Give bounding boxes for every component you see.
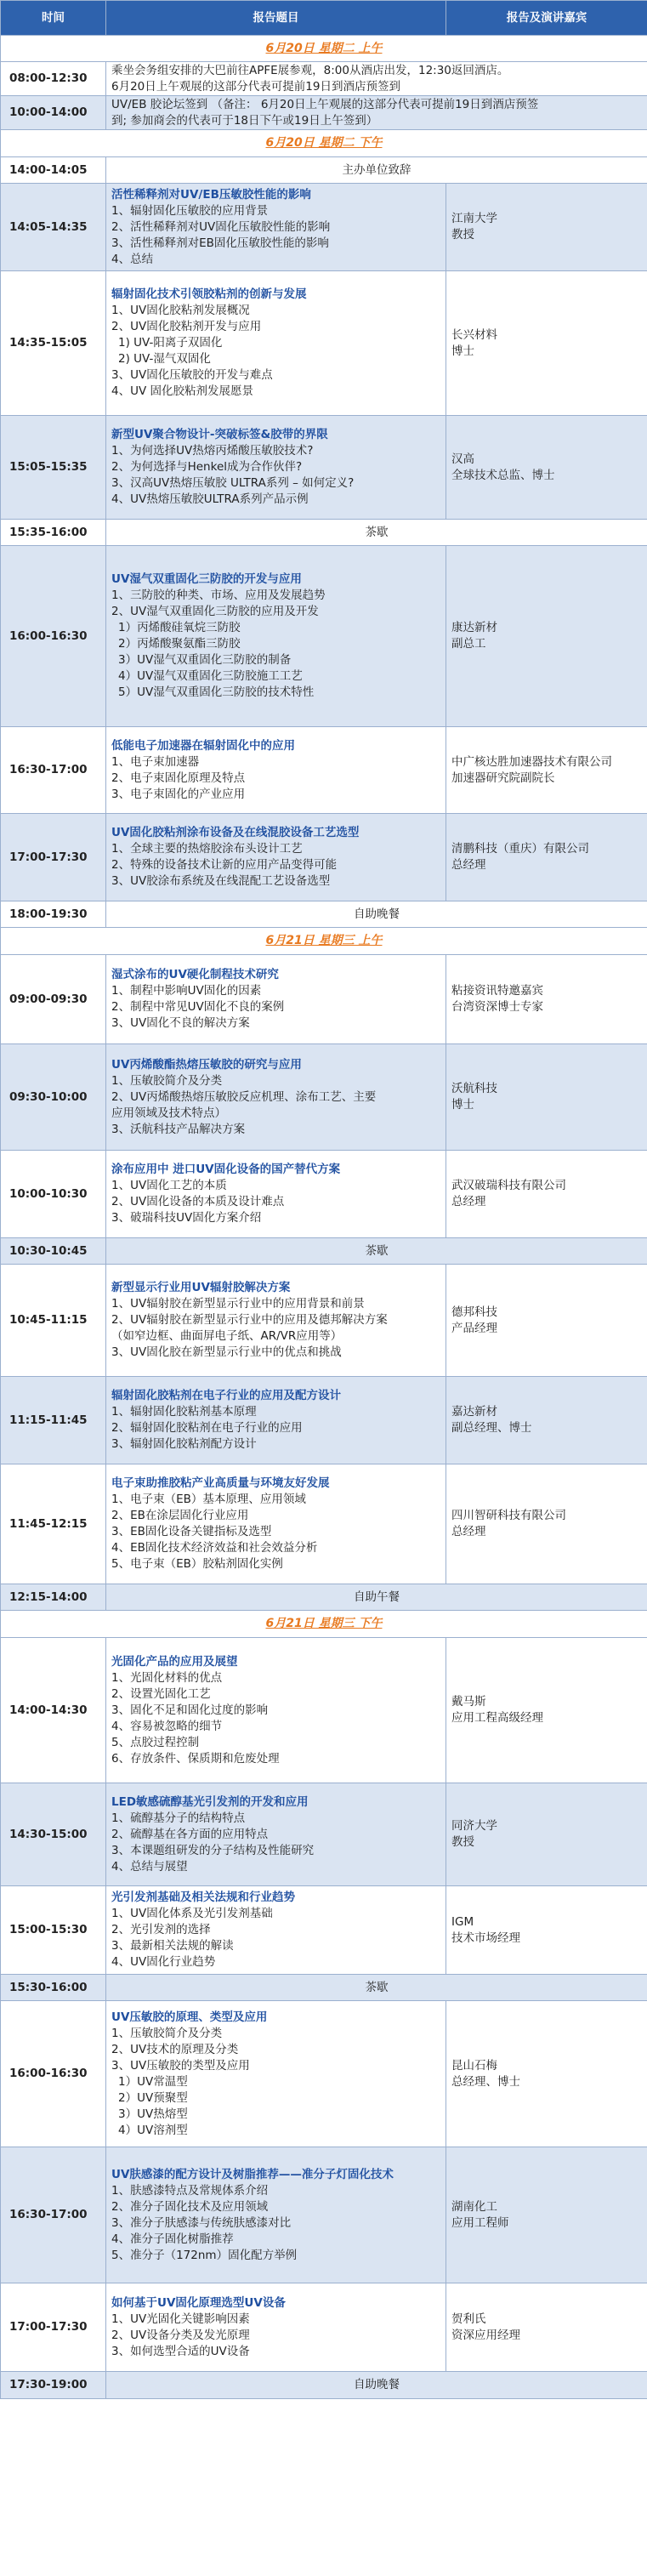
time-cell: 15:05-15:35 bbox=[1, 416, 106, 520]
talk-row bbox=[1, 1638, 647, 1783]
talk-title: UV肤感漆的配方设计及树脂推荐——准分子灯固化技术 bbox=[111, 2167, 394, 2181]
note-line: 乘坐会务组安排的大巴前往APFE展参观，8:00从酒店出发，12:30返回酒店。 bbox=[111, 63, 509, 77]
time-cell: 11:15-11:45 bbox=[1, 1377, 106, 1464]
outline-item: 1、压敏胶简介及分类 bbox=[111, 1073, 223, 1088]
speaker-cell bbox=[446, 1783, 647, 1886]
topic-cell bbox=[106, 2001, 446, 2147]
outline-item: 2）UV预聚型 bbox=[118, 2090, 188, 2105]
talk-row bbox=[1, 1044, 647, 1151]
outline-item: 1、制程中影响UV固化的因素 bbox=[111, 984, 262, 998]
speaker-cell bbox=[446, 2001, 647, 2147]
day-row bbox=[1, 36, 647, 62]
time-cell: 10:45-11:15 bbox=[1, 1265, 106, 1377]
note-cell bbox=[106, 62, 647, 96]
outline-item: 2、硫醇基在各方面的应用特点 bbox=[111, 1827, 269, 1841]
session-label: 茶歇 bbox=[106, 520, 647, 546]
topic-cell bbox=[106, 2283, 446, 2372]
speaker-line: 同济大学 bbox=[451, 1819, 497, 1833]
talk-title: LED敏感硫醇基光引发剂的开发和应用 bbox=[111, 1794, 309, 1809]
speaker-line: 台湾资深博士专家 bbox=[451, 1000, 543, 1014]
speaker-line: 湖南化工 bbox=[451, 2199, 497, 2214]
outline-item: 1、三防胶的种类、市场、应用及发展趋势 bbox=[111, 589, 326, 602]
talk-title: UV丙烯酸酯热熔压敏胶的研究与应用 bbox=[111, 1057, 302, 1072]
speaker-line: 长兴材料 bbox=[451, 327, 497, 342]
talk-title: UV压敏胶的原理、类型及应用 bbox=[111, 2010, 268, 2024]
speaker-cell bbox=[446, 1464, 647, 1584]
outline-item: 2、电子束固化原理及特点 bbox=[111, 771, 246, 785]
agenda-row bbox=[1, 157, 647, 184]
speaker-line: 贺利氏 bbox=[451, 2312, 486, 2326]
speaker-line: 总经理 bbox=[451, 1525, 486, 1538]
talk-title: 光固化产品的应用及展望 bbox=[111, 1654, 238, 1669]
session-label: 自助午餐 bbox=[106, 1584, 647, 1611]
speaker-cell bbox=[446, 184, 647, 271]
time-cell: 16:30-17:00 bbox=[1, 2147, 106, 2283]
speaker-line: 戴马斯 bbox=[451, 1695, 486, 1709]
time-cell: 14:05-14:35 bbox=[1, 184, 106, 271]
talk-row bbox=[1, 727, 647, 814]
speaker-line: 技术市场经理 bbox=[451, 1931, 520, 1945]
talk-title: 光引发剂基础及相关法规和行业趋势 bbox=[111, 1891, 295, 1904]
speaker-line: 武汉破瑞科技有限公司 bbox=[451, 1179, 566, 1192]
outline-item: 3、固化不足和固化过度的影响 bbox=[111, 1703, 269, 1717]
outline-item: 5、准分子（172nm）固化配方举例 bbox=[111, 2248, 298, 2262]
agenda-row bbox=[1, 1975, 647, 2001]
speaker-cell bbox=[446, 271, 647, 416]
outline-item: 4、准分子固化树脂推荐 bbox=[111, 2232, 234, 2246]
speaker-line: 中广核达胜加速器技术有限公司 bbox=[451, 754, 612, 769]
speaker-line: 加速器研究院副院长 bbox=[451, 771, 555, 785]
talk-title: 低能电子加速器在辐射固化中的应用 bbox=[111, 738, 295, 753]
outline-item: 5、点胶过程控制 bbox=[111, 1735, 200, 1749]
outline-item: 5）UV湿气双重固化三防胶的技术特性 bbox=[118, 685, 315, 699]
talk-row bbox=[1, 1151, 647, 1238]
outline-item: 4、容易被忽略的细节 bbox=[111, 1719, 223, 1733]
speaker-cell bbox=[446, 1377, 647, 1464]
talk-title: UV固化胶粘剂涂布设备及在线混胶设备工艺选型 bbox=[111, 826, 360, 839]
topic-cell bbox=[106, 1265, 446, 1377]
speaker-cell bbox=[446, 814, 647, 901]
talk-row bbox=[1, 2147, 647, 2283]
topic-cell bbox=[106, 1886, 446, 1975]
talk-row bbox=[1, 416, 647, 520]
talk-row bbox=[1, 1886, 647, 1975]
speaker-line: 汉高 bbox=[451, 452, 474, 466]
talk-row bbox=[1, 184, 647, 271]
speaker-cell bbox=[446, 1886, 647, 1975]
outline-item: 1、UV辐射胶在新型显示行业中的应用背景和前景 bbox=[111, 1297, 365, 1311]
talk-row bbox=[1, 271, 647, 416]
topic-cell bbox=[106, 546, 446, 727]
topic-cell bbox=[106, 1464, 446, 1584]
time-cell: 16:00-16:30 bbox=[1, 546, 106, 727]
outline-item: 2、UV固化设备的本质及设计难点 bbox=[111, 1195, 285, 1208]
speaker-line: 四川智研科技有限公司 bbox=[451, 1509, 566, 1522]
time-cell: 18:00-19:30 bbox=[1, 901, 106, 928]
day-label: 6月21日 星期三 上午 bbox=[1, 928, 647, 955]
outline-item: 1、辐射固化压敏胶的应用背景 bbox=[111, 203, 269, 218]
speaker-line: 博士 bbox=[451, 344, 474, 358]
talk-row bbox=[1, 2283, 647, 2372]
speaker-line: 副总工 bbox=[451, 637, 486, 651]
outline-item: （如窄边框、曲面屏电子纸、AR/VR应用等） bbox=[111, 1329, 343, 1343]
outline-item: 4、UV热熔压敏胶ULTRA系列产品示例 bbox=[111, 492, 309, 506]
note-line: 6月20日上午观展的这部分代表可提前19日到酒店预签到 bbox=[111, 79, 400, 94]
time-cell: 09:00-09:30 bbox=[1, 955, 106, 1044]
agenda-row bbox=[1, 901, 647, 928]
topic-cell bbox=[106, 416, 446, 520]
outline-item: 3、活性稀释剂对EB固化压敏胶性能的影响 bbox=[111, 236, 329, 250]
day-label: 6月20日 星期二 上午 bbox=[1, 36, 647, 62]
outline-item: 1、为何选择UV热熔丙烯酸压敏胶技术? bbox=[111, 444, 314, 458]
speaker-line: 博士 bbox=[451, 1098, 474, 1112]
outline-item: 1、UV固化体系及光引发剂基础 bbox=[111, 1907, 273, 1920]
time-cell: 09:30-10:00 bbox=[1, 1044, 106, 1151]
time-cell: 08:00-12:30 bbox=[1, 62, 106, 96]
time-cell: 14:35-15:05 bbox=[1, 271, 106, 416]
topic-cell bbox=[106, 271, 446, 416]
outline-item: 3、如何选型合适的UV设备 bbox=[111, 2344, 250, 2358]
outline-item: 5、电子束（EB）胶粘剂固化实例 bbox=[111, 1557, 283, 1571]
session-label: 主办单位致辞 bbox=[106, 157, 647, 184]
speaker-line: 产品经理 bbox=[451, 1321, 497, 1335]
outline-item: 2）丙烯酸聚氨酯三防胶 bbox=[118, 637, 241, 651]
topic-cell bbox=[106, 184, 446, 271]
header-time: 时间 bbox=[1, 1, 106, 36]
time-cell: 16:30-17:00 bbox=[1, 727, 106, 814]
note-cell bbox=[106, 96, 647, 130]
talk-title: 新型UV聚合物设计-突破标签&胶带的界限 bbox=[111, 428, 328, 441]
time-cell: 14:00-14:30 bbox=[1, 1638, 106, 1783]
day-row bbox=[1, 1611, 647, 1638]
agenda-row bbox=[1, 520, 647, 546]
outline-item: 1、电子束加速器 bbox=[111, 754, 200, 769]
talk-row bbox=[1, 1783, 647, 1886]
outline-item: 3、UV胶涂布系统及在线混配工艺设备选型 bbox=[111, 874, 331, 888]
outline-item: 3、UV固化胶在新型显示行业中的优点和挑战 bbox=[111, 1345, 342, 1359]
day-label: 6月21日 星期三 下午 bbox=[1, 1611, 647, 1638]
talk-row bbox=[1, 1265, 647, 1377]
speaker-cell bbox=[446, 2147, 647, 2283]
talk-row bbox=[1, 814, 647, 901]
outline-item: 3、UV固化压敏胶的开发与难点 bbox=[111, 368, 273, 382]
speaker-cell bbox=[446, 2283, 647, 2372]
speaker-cell bbox=[446, 546, 647, 727]
agenda-row bbox=[1, 96, 647, 130]
agenda-row bbox=[1, 1238, 647, 1265]
outline-item: 2、EB在涂层固化行业应用 bbox=[111, 1509, 249, 1522]
speaker-line: 全球技术总监、博士 bbox=[451, 468, 555, 482]
outline-item: 1、电子束（EB）基本原理、应用领域 bbox=[111, 1493, 306, 1506]
outline-item: 3、EB固化设备关键指标及选型 bbox=[111, 1525, 272, 1538]
speaker-line: 应用工程高级经理 bbox=[451, 1711, 543, 1725]
outline-item: 1、UV固化工艺的本质 bbox=[111, 1179, 227, 1192]
outline-item: 2、UV辐射胶在新型显示行业中的应用及德邦解决方案 bbox=[111, 1313, 388, 1327]
outline-item: 2、UV设备分类及发光原理 bbox=[111, 2328, 250, 2342]
speaker-cell bbox=[446, 1151, 647, 1238]
time-cell: 17:00-17:30 bbox=[1, 2283, 106, 2372]
speaker-cell bbox=[446, 1044, 647, 1151]
outline-item: 2、设置光固化工艺 bbox=[111, 1686, 211, 1701]
talk-title: UV湿气双重固化三防胶的开发与应用 bbox=[111, 572, 302, 586]
speaker-line: 嘉达新材 bbox=[451, 1405, 497, 1419]
outline-item: 应用领域及技术特点） bbox=[111, 1106, 226, 1120]
speaker-cell bbox=[446, 727, 647, 814]
day-label: 6月20日 星期二 下午 bbox=[1, 130, 647, 157]
outline-item: 1、UV光固化关键影响因素 bbox=[111, 2312, 250, 2326]
note-line: 到; 参加商会的代表可于18日下午或19日上午签到） bbox=[111, 113, 378, 128]
time-cell: 14:00-14:05 bbox=[1, 157, 106, 184]
time-cell: 15:00-15:30 bbox=[1, 1886, 106, 1975]
outline-item: 2、UV湿气双重固化三防胶的应用及开发 bbox=[111, 605, 319, 618]
outline-item: 2、制程中常见UV固化不良的案例 bbox=[111, 1000, 285, 1014]
header-row bbox=[1, 1, 647, 36]
outline-item: 1、辐射固化胶粘剂基本原理 bbox=[111, 1405, 257, 1419]
talk-title: 如何基于UV固化原理选型UV设备 bbox=[111, 2295, 286, 2310]
time-cell: 10:00-14:00 bbox=[1, 96, 106, 130]
speaker-line: 粘接资讯特邀嘉宾 bbox=[451, 984, 543, 998]
talk-row bbox=[1, 2001, 647, 2147]
outline-item: 1、光固化材料的优点 bbox=[111, 1670, 223, 1685]
outline-item: 4、总结 bbox=[111, 252, 154, 266]
day-row bbox=[1, 130, 647, 157]
session-label: 自助晚餐 bbox=[106, 901, 647, 928]
outline-item: 2、UV固化胶粘剂开发与应用 bbox=[111, 320, 262, 333]
talk-title: 涂布应用中 进口UV固化设备的国产替代方案 bbox=[111, 1163, 341, 1176]
outline-item: 3）UV湿气双重固化三防胶的制备 bbox=[118, 653, 292, 667]
speaker-line: 应用工程师 bbox=[451, 2215, 509, 2230]
outline-item: 4、UV 固化胶粘剂发展愿景 bbox=[111, 384, 253, 398]
speaker-cell bbox=[446, 1638, 647, 1783]
speaker-line: 教授 bbox=[451, 228, 474, 242]
topic-cell bbox=[106, 2147, 446, 2283]
outline-item: 2、为何选择与Henkel成为合作伙伴? bbox=[111, 460, 303, 474]
outline-item: 1）UV常温型 bbox=[118, 2074, 188, 2089]
speaker-cell bbox=[446, 955, 647, 1044]
time-cell: 11:45-12:15 bbox=[1, 1464, 106, 1584]
outline-item: 3、沃航科技产品解决方案 bbox=[111, 1122, 246, 1136]
talk-row bbox=[1, 955, 647, 1044]
talk-row bbox=[1, 546, 647, 727]
outline-item: 2、UV丙烯酸热熔压敏胶反应机理、涂布工艺、主要 bbox=[111, 1089, 377, 1104]
outline-item: 4、总结与展望 bbox=[111, 1859, 188, 1874]
outline-item: 4）UV湿气双重固化三防胶施工工艺 bbox=[118, 669, 303, 683]
speaker-line: 总经理 bbox=[451, 858, 486, 872]
time-cell: 17:30-19:00 bbox=[1, 2372, 106, 2399]
outline-item: 3、准分子肤感漆与传统肤感漆对比 bbox=[111, 2215, 292, 2230]
speaker-line: 教授 bbox=[451, 1835, 474, 1849]
talk-title: 电子束助推胶粘产业高质量与环境友好发展 bbox=[111, 1476, 330, 1490]
speaker-line: 总经理 bbox=[451, 1195, 486, 1208]
topic-cell bbox=[106, 727, 446, 814]
session-label: 茶歇 bbox=[106, 1238, 647, 1265]
time-cell: 16:00-16:30 bbox=[1, 2001, 106, 2147]
outline-item: 3、UV固化不良的解决方案 bbox=[111, 1016, 250, 1030]
outline-item: 3、本课题组研发的分子结构及性能研究 bbox=[111, 1843, 315, 1857]
time-cell: 10:30-10:45 bbox=[1, 1238, 106, 1265]
outline-item: 2、准分子固化技术及应用领域 bbox=[111, 2199, 269, 2214]
topic-cell bbox=[106, 1377, 446, 1464]
time-cell: 17:00-17:30 bbox=[1, 814, 106, 901]
agenda-row bbox=[1, 62, 647, 96]
talk-row bbox=[1, 1464, 647, 1584]
speaker-line: 昆山石梅 bbox=[451, 2058, 497, 2073]
speaker-line: 德邦科技 bbox=[451, 1305, 497, 1319]
topic-cell bbox=[106, 1638, 446, 1783]
outline-item: 2、光引发剂的选择 bbox=[111, 1923, 211, 1936]
speaker-line: 沃航科技 bbox=[451, 1082, 497, 1095]
outline-item: 2、辐射固化胶粘剂在电子行业的应用 bbox=[111, 1421, 303, 1435]
outline-item: 2) UV-湿气双固化 bbox=[118, 352, 211, 366]
speaker-line: IGM bbox=[451, 1914, 474, 1929]
topic-cell bbox=[106, 1044, 446, 1151]
outline-item: 3、最新相关法规的解读 bbox=[111, 1939, 234, 1953]
outline-item: 3、破瑞科技UV固化方案介绍 bbox=[111, 1211, 262, 1225]
topic-cell bbox=[106, 955, 446, 1044]
speaker-cell bbox=[446, 1265, 647, 1377]
outline-item: 3）UV热熔型 bbox=[118, 2107, 188, 2121]
agenda-body bbox=[1, 36, 647, 2399]
header-speaker: 报告及演讲嘉宾 bbox=[446, 1, 647, 36]
outline-item: 2、活性稀释剂对UV固化压敏胶性能的影响 bbox=[111, 219, 331, 234]
speaker-line: 资深应用经理 bbox=[451, 2328, 520, 2342]
topic-cell bbox=[106, 814, 446, 901]
header-topic: 报告题目 bbox=[106, 1, 446, 36]
outline-item: 3、汉高UV热熔压敏胶 ULTRA系列 – 如何定义? bbox=[111, 476, 355, 490]
speaker-cell bbox=[446, 416, 647, 520]
outline-item: 3、辐射固化胶粘剂配方设计 bbox=[111, 1437, 257, 1451]
outline-item: 1）丙烯酸硅氧烷三防胶 bbox=[118, 621, 241, 634]
outline-item: 2、特殊的设备技术让新的应用产品变得可能 bbox=[111, 858, 338, 872]
outline-item: 1、UV固化胶粘剂发展概况 bbox=[111, 304, 250, 317]
outline-item: 1、肤感漆特点及常规体系介绍 bbox=[111, 2183, 269, 2198]
time-cell: 14:30-15:00 bbox=[1, 1783, 106, 1886]
outline-item: 4）UV溶剂型 bbox=[118, 2123, 188, 2137]
session-label: 茶歇 bbox=[106, 1975, 647, 2001]
outline-item: 1) UV-阳离子双固化 bbox=[118, 336, 223, 350]
outline-item: 3、电子束固化的产业应用 bbox=[111, 787, 246, 801]
talk-title: 辐射固化胶粘剂在电子行业的应用及配方设计 bbox=[111, 1389, 341, 1402]
speaker-line: 江南大学 bbox=[451, 212, 497, 225]
talk-title: 新型显示行业用UV辐射胶解决方案 bbox=[111, 1281, 291, 1294]
speaker-line: 副总经理、博士 bbox=[451, 1421, 532, 1435]
session-label: 自助晚餐 bbox=[106, 2372, 647, 2399]
time-cell: 10:00-10:30 bbox=[1, 1151, 106, 1238]
outline-item: 2、UV技术的原理及分类 bbox=[111, 2042, 239, 2056]
outline-item: 3、UV压敏胶的类型及应用 bbox=[111, 2058, 250, 2073]
speaker-line: 康达新材 bbox=[451, 621, 497, 634]
talk-title: 湿式涂布的UV硬化制程技术研究 bbox=[111, 968, 279, 981]
note-line: UV/EB 胶论坛签到 （备注： 6月20日上午观展的这部分代表可提前19日到酒店预签 bbox=[111, 97, 539, 111]
outline-item: 1、硫醇基分子的结构特点 bbox=[111, 1811, 246, 1825]
time-cell: 12:15-14:00 bbox=[1, 1584, 106, 1611]
day-row bbox=[1, 928, 647, 955]
talk-title: 辐射固化技术引领胶粘剂的创新与发展 bbox=[111, 287, 307, 301]
outline-item: 1、全球主要的热熔胶涂布头设计工艺 bbox=[111, 842, 303, 856]
talk-title: 活性稀释剂对UV/EB压敏胶性能的影响 bbox=[111, 187, 311, 202]
speaker-line: 总经理、博士 bbox=[451, 2074, 520, 2089]
time-cell: 15:30-16:00 bbox=[1, 1975, 106, 2001]
time-cell: 15:35-16:00 bbox=[1, 520, 106, 546]
topic-cell bbox=[106, 1783, 446, 1886]
agenda-row bbox=[1, 2372, 647, 2399]
agenda-row bbox=[1, 1584, 647, 1611]
outline-item: 1、压敏胶简介及分类 bbox=[111, 2026, 223, 2040]
speaker-line: 清鹏科技（重庆）有限公司 bbox=[451, 842, 589, 856]
outline-item: 4、UV固化行业趋势 bbox=[111, 1955, 216, 1969]
topic-cell bbox=[106, 1151, 446, 1238]
outline-item: 4、EB固化技术经济效益和社会效益分析 bbox=[111, 1541, 318, 1555]
outline-item: 6、存放条件、保质期和危废处理 bbox=[111, 1751, 280, 1766]
talk-row bbox=[1, 1377, 647, 1464]
